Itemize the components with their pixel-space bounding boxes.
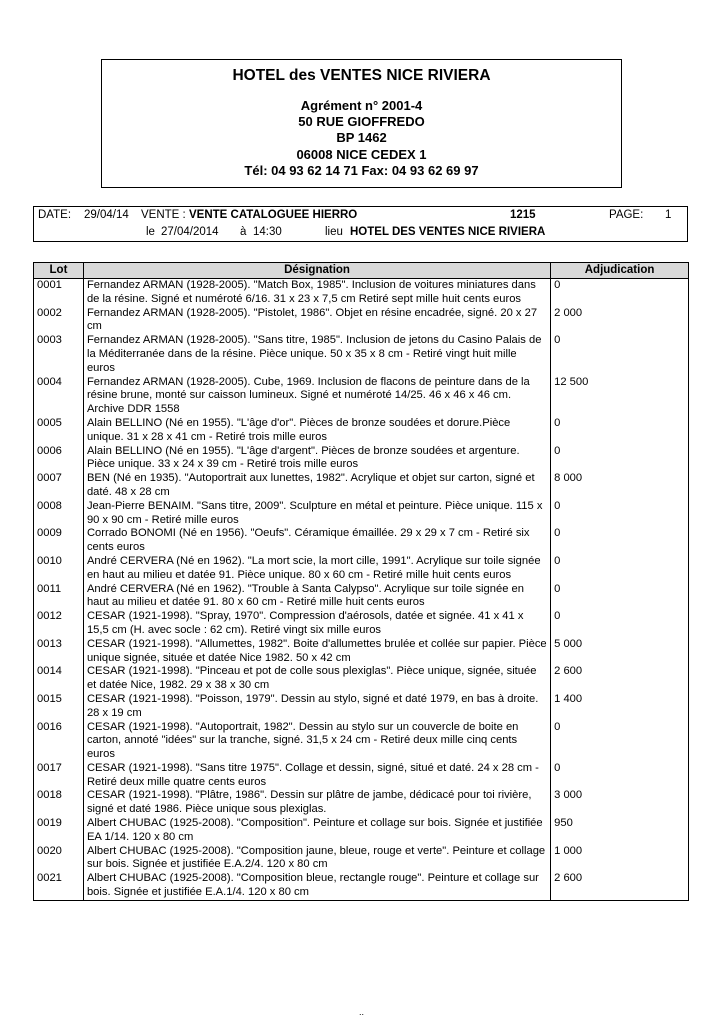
adjudication-cell: 0: [551, 762, 689, 790]
table-row: [34, 610, 689, 638]
designation-cell: Fernandez ARMAN (1928-2005). "Pistolet, 1986". Objet en résine encadrée, signé. 20 x 27 cm: [83, 307, 550, 335]
table-row: [34, 334, 689, 375]
table-row: [34, 872, 689, 900]
time-value: 14:30: [253, 226, 282, 238]
lots-table-body: [34, 279, 689, 901]
table-row: [34, 583, 689, 611]
table-row: [34, 721, 689, 762]
designation-cell: Albert CHUBAC (1925-2008). "Composition bleue, rectangle rouge". Peinture et collage sur bois. Signée et justifiée E.A.1/4. 120 x 80 cm: [83, 872, 550, 900]
designation-cell: Jean-Pierre BENAIM. "Sans titre, 2009". Sculpture en métal et peinture. Pièce unique. 115 x 90 x 90 cm - Retiré mille euros: [83, 500, 550, 528]
table-row: [34, 665, 689, 693]
adjudication-cell: 0: [551, 279, 689, 307]
lots-table: [33, 262, 689, 901]
adjudication-cell: 5 000: [551, 638, 689, 666]
vente-label: VENTE :: [141, 209, 186, 221]
lot-cell: 0018: [34, 789, 84, 817]
adjudication-column-header: Adjudication: [551, 263, 689, 279]
page-number: 1: [665, 209, 672, 221]
lot-cell: 0011: [34, 583, 84, 611]
adjudication-cell: 0: [551, 500, 689, 528]
lot-cell: 0008: [34, 500, 84, 528]
lot-cell: 0003: [34, 334, 84, 375]
lot-cell: 0007: [34, 472, 84, 500]
table-row: [34, 376, 689, 417]
a-label: à: [240, 226, 247, 238]
table-row: [34, 817, 689, 845]
le-label: le: [146, 226, 155, 238]
table-row: [34, 555, 689, 583]
adjudication-cell: 12 500: [551, 376, 689, 417]
lot-cell: 0016: [34, 721, 84, 762]
lot-cell: 0004: [34, 376, 84, 417]
designation-cell: Albert CHUBAC (1925-2008). "Composition jaune, bleue, rouge et verte". Peinture et collage sur bois. Signée et justifiée E.A.2/4. 120 x 80 cm: [83, 845, 550, 873]
adjudication-cell: 0: [551, 610, 689, 638]
agrement-line: Agrément n° 2001-4: [300, 98, 423, 113]
designation-cell: CESAR (1921-1998). "Poisson, 1979". Dessin au stylo, signé et daté 1979, en bas à droite. 28 x 19 cm: [83, 693, 550, 721]
adjudication-cell: 0: [551, 527, 689, 555]
table-row: [34, 307, 689, 335]
designation-cell: CESAR (1921-1998). "Autoportrait, 1982". Dessin au stylo sur un couvercle de boite en carton, annoté "idées" sur la tranche, signé. 31,5 x 24 cm - Retiré deux mille cinq cents euros: [83, 721, 550, 762]
lot-cell: 0017: [34, 762, 84, 790]
lot-cell: 0015: [34, 693, 84, 721]
bp-line: BP 1462: [336, 130, 387, 146]
table-row: [34, 762, 689, 790]
table-row: [34, 527, 689, 555]
adjudication-cell: 2 600: [551, 872, 689, 900]
vente-number: 1215: [510, 209, 536, 221]
adjudication-cell: 0: [551, 721, 689, 762]
adjudication-cell: 0: [551, 445, 689, 473]
designation-cell: Alain BELLINO (Né en 1955). "L'âge d'or". Pièces de bronze soudées et dorure.Pièce unique. 31 x 28 x 41 cm - Retiré trois mille euros: [83, 417, 550, 445]
designation-cell: CESAR (1921-1998). "Pinceau et pot de colle sous plexiglas". Pièce unique, signée, située et datée Nice, 1982. 29 x 38 x 30 cm: [83, 665, 550, 693]
table-row: [34, 845, 689, 873]
designation-cell: CESAR (1921-1998). "Sans titre 1975". Collage et dessin, signé, situé et daté. 24 x 28 cm - Retiré deux mille quatre cents euros: [83, 762, 550, 790]
table-row: [34, 693, 689, 721]
designation-cell: André CERVERA (Né en 1962). "Trouble à Santa Calypso". Acrylique sur toile signée en haut au milieu et datée 91. 80 x 60 cm - Retiré mille huit cents euros: [83, 583, 550, 611]
phone-fax-line: Tél: 04 93 62 14 71 Fax: 04 93 62 69 97: [244, 162, 479, 178]
designation-cell: Alain BELLINO (Né en 1955). "L'âge d'argent". Pièces de bronze soudées et argenture. Pièce unique. 33 x 24 x 39 cm - Retiré trois mille euros: [83, 445, 550, 473]
lot-column-header: Lot: [34, 263, 84, 279]
auction-house-address: [102, 98, 621, 179]
lot-cell: 0002: [34, 307, 84, 335]
lot-cell: 0010: [34, 555, 84, 583]
adjudication-cell: 0: [551, 334, 689, 375]
vente-name: VENTE CATALOGUEE HIERRO: [189, 209, 358, 221]
table-row: [34, 500, 689, 528]
date-label: DATE:: [38, 209, 72, 221]
designation-cell: BEN (Né en 1935). "Autoportrait aux lunettes, 1982". Acrylique et objet sur carton, signé et daté. 48 x 28 cm: [83, 472, 550, 500]
adjudication-cell: 1 000: [551, 845, 689, 873]
table-row: [34, 279, 689, 307]
lot-cell: 0020: [34, 845, 84, 873]
adjudication-cell: 0: [551, 417, 689, 445]
designation-cell: CESAR (1921-1998). "Plâtre, 1986". Dessin sur plâtre de jambe, dédicacé pour toi rivière, signé et daté 1986. Pièce unique sous plexiglas.: [83, 789, 550, 817]
adjudication-cell: 8 000: [551, 472, 689, 500]
auction-house-header: [101, 59, 622, 188]
date-value: 29/04/14: [84, 209, 129, 221]
adjudication-cell: 2 000: [551, 307, 689, 335]
lieu-label: lieu: [325, 226, 343, 238]
designation-cell: CESAR (1921-1998). "Allumettes, 1982". Boite d'allumettes brulée et collée sur papier. Pièce unique signée, située et datée Nice 1982. 50 x 42 cm: [83, 638, 550, 666]
adjudication-cell: 0: [551, 555, 689, 583]
sale-info-box: [33, 206, 688, 242]
designation-cell: Fernandez ARMAN (1928-2005). "Sans titre, 1985". Inclusion de jetons du Casino Palais de la Méditerranée dans de la résine. Pièce unique. 50 x 35 x 8 cm - Retiré vingt huit mille euros: [83, 334, 550, 375]
lieu-value: HOTEL DES VENTES NICE RIVIERA: [350, 226, 546, 238]
lot-cell: 0005: [34, 417, 84, 445]
designation-cell: Albert CHUBAC (1925-2008). "Composition". Peinture et collage sur bois. Signée et justifiée EA 1/14. 120 x 80 cm: [83, 817, 550, 845]
adjudication-cell: 0: [551, 583, 689, 611]
designation-column-header: Désignation: [83, 263, 550, 279]
table-row: [34, 445, 689, 473]
auction-house-title: HOTEL des VENTES NICE RIVIERA: [232, 67, 491, 84]
lot-cell: 0021: [34, 872, 84, 900]
lot-cell: 0014: [34, 665, 84, 693]
table-header-row: [34, 263, 689, 279]
lot-cell: 0013: [34, 638, 84, 666]
table-row: [34, 789, 689, 817]
adjudication-cell: 950: [551, 817, 689, 845]
city-line: 06008 NICE CEDEX 1: [296, 146, 427, 162]
designation-cell: Corrado BONOMI (Né en 1956). "Oeufs". Céramique émaillée. 29 x 29 x 7 cm - Retiré six cents euros: [83, 527, 550, 555]
table-row: [34, 417, 689, 445]
table-row: [34, 472, 689, 500]
adjudication-cell: 1 400: [551, 693, 689, 721]
adjudication-cell: 2 600: [551, 665, 689, 693]
designation-cell: André CERVERA (Né en 1962). "La mort scie, la mort cille, 1991". Acrylique sur toile signée en haut au milieu et datée 91. Pièce unique. 80 x 60 cm - Retiré mille huit cents euros: [83, 555, 550, 583]
lot-cell: 0012: [34, 610, 84, 638]
street-line: 50 RUE GIOFFREDO: [298, 114, 425, 130]
table-row: [34, 638, 689, 666]
footer-mark: ..: [359, 1007, 365, 1017]
adjudication-cell: 3 000: [551, 789, 689, 817]
designation-cell: Fernandez ARMAN (1928-2005). Cube, 1969. Inclusion de flacons de peinture dans de la résine brune, monté sur caisson lumineux. Signé et numéroté 14/25. 46 x 46 x 46 cm. Archive DDR 1558: [83, 376, 550, 417]
lot-cell: 0009: [34, 527, 84, 555]
page-label: PAGE:: [609, 209, 644, 221]
lot-cell: 0006: [34, 445, 84, 473]
lot-cell: 0001: [34, 279, 84, 307]
le-date: 27/04/2014: [161, 226, 219, 238]
designation-cell: Fernandez ARMAN (1928-2005). "Match Box, 1985". Inclusion de voitures miniatures dans de la résine. Signé et numéroté 6/16. 31 x 23 x 7,5 cm Retiré sept mille huit cents euros: [83, 279, 550, 307]
designation-cell: CESAR (1921-1998). "Spray, 1970". Compression d'aérosols, datée et signée. 41 x 41 x 15,5 cm (H. avec socle : 62 cm). Retiré vingt six mille euros: [83, 610, 550, 638]
lot-cell: 0019: [34, 817, 84, 845]
